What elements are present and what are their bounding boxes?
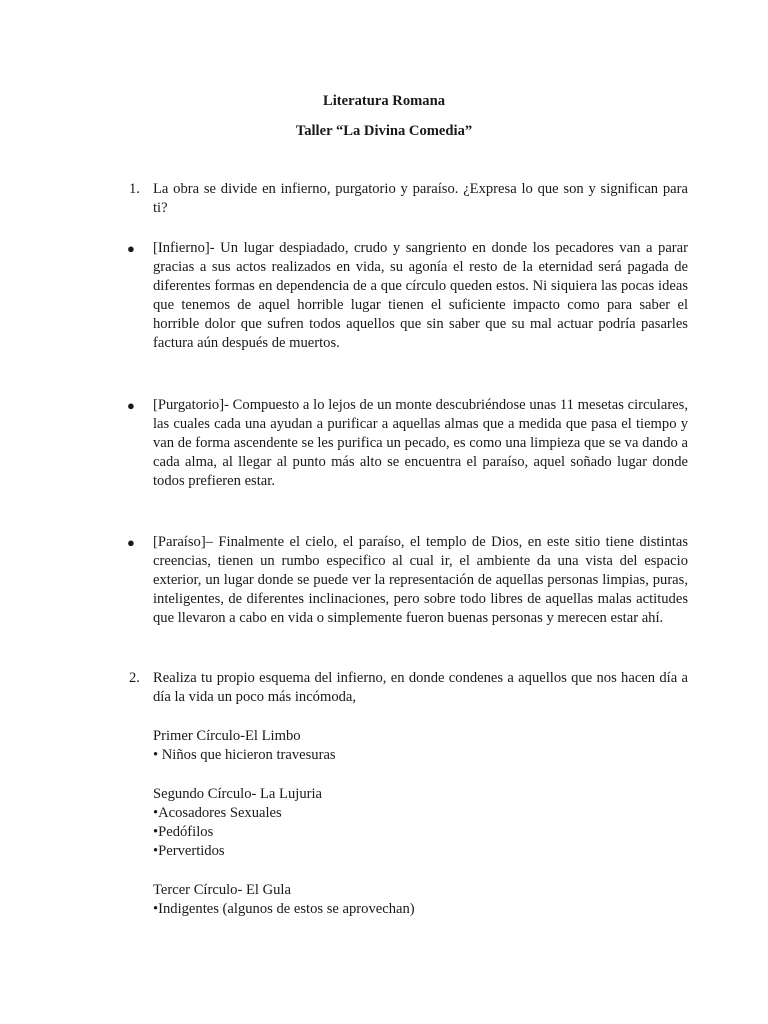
bullet-icon: ● xyxy=(127,398,135,413)
bullet-icon: ● xyxy=(127,535,135,550)
circle-3-item: •Indigentes (algunos de estos se aprovechan) xyxy=(153,901,415,917)
circle-2-item: •Acosadores Sexuales xyxy=(153,805,282,821)
circle-2-item: •Pervertidos xyxy=(153,843,225,859)
question-2-number: 2. xyxy=(129,670,140,686)
circle-1-item: • Niños que hicieron travesuras xyxy=(153,747,336,763)
answer-purgatorio-text: [Purgatorio]- Compuesto a lo lejos de un monte descubriéndose unas 11 mesetas circulares, las cuales cada una ayudan a purificar a aquellas almas que a medida que pasa el tiempo y van de forma ascendente se les purifica un pecado, es como una limpieza que se va dando a cada alma, al llegar al punto más alto se encuentra el paraíso, aquel soñado lugar donde todos prefieren estar. xyxy=(153,397,688,489)
answer-paraiso-text: [Paraíso]– Finalmente el cielo, el paraíso, el templo de Dios, en este sitio tiene distintas creencias, tienen un rumbo especifico al cual ir, el ambiente da una vista del espacio exterior, un lugar donde se puede ver la representación de aquellas personas limpias, puras, inteligentes, de diferentes inclinaciones, pero sobre todo libres de aquellas malas actitudes que llevaron a cabo en vida o simplemente fueron buenas personas y merecen estar ahí. xyxy=(153,534,688,626)
question-1-text: La obra se divide en infierno, purgatorio y paraíso. ¿Expresa lo que son y significan para ti? xyxy=(153,181,688,216)
circle-3-title: Tercer Círculo- El Gula xyxy=(153,882,291,898)
document-subtitle: Taller “La Divina Comedia” xyxy=(295,123,473,139)
circle-2-title: Segundo Círculo- La Lujuria xyxy=(153,786,323,802)
circle-2-item: •Pedófilos xyxy=(153,824,214,840)
answer-infierno-text: [Infierno]- Un lugar despiadado, crudo y sangriento en donde los pecadores van a parar gracias a sus actos realizados en vida, su agonía el resto de la eternidad será pagada de diferentes formas en dependencia de a que círculo queden estos. Ni siquiera las pocas ideas que tenemos de aquel horrible lugar tienen el suficiente impacto como para saber el horrible dolor que sufren todos aquellos que sin saber que su mal actuar podría pasarles factura aún después de muertos. xyxy=(153,240,688,351)
bullet-icon: ● xyxy=(127,241,135,256)
question-2-text: Realiza tu propio esquema del infierno, en donde condenes a aquellos que nos hacen día a día la vida un poco más incómoda, xyxy=(153,670,688,705)
circle-1-title: Primer Círculo-El Limbo xyxy=(153,728,301,744)
document-title: Literatura Romana xyxy=(322,93,445,109)
question-1-number: 1. xyxy=(129,181,140,197)
